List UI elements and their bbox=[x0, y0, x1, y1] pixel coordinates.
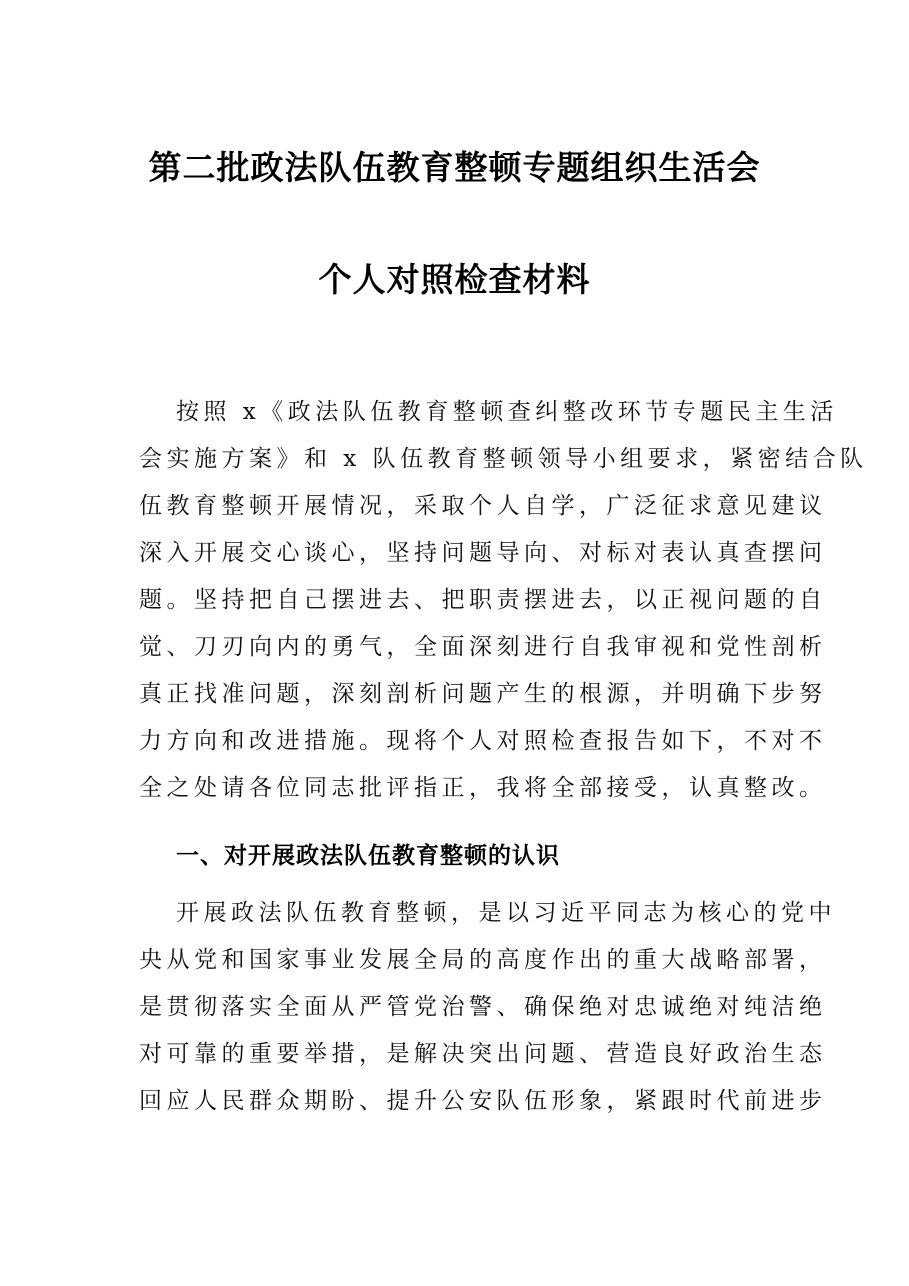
intro-paragraph bbox=[139, 389, 868, 812]
paragraph-line: 觉、刀刃向内的勇气，全面深刻进行自我审视和党性剖析 bbox=[139, 634, 827, 660]
paragraph-line: 按照 x《政法队伍教育整顿查纠整改环节专题民主生活 bbox=[176, 399, 838, 425]
paragraph-line: 是贯彻落实全面从严管党治警、确保绝对忠诚绝对纯洁绝 bbox=[139, 994, 827, 1020]
section-heading: 一、对开展政法队伍教育整顿的认识 bbox=[176, 842, 560, 869]
section-paragraph bbox=[139, 890, 836, 1125]
paragraph-line: 央从党和国家事业发展全局的高度作出的重大战略部署， bbox=[139, 947, 827, 973]
paragraph-line: 全之处请各位同志批评指正，我将全部接受，认真整改。 bbox=[139, 775, 827, 801]
paragraph-line: 真正找准问题，深刻剖析问题产生的根源，并明确下步努 bbox=[139, 681, 827, 707]
paragraph-line: 开展政法队伍教育整顿，是以习近平同志为核心的党中 bbox=[176, 900, 836, 926]
document-title-line-2: 个人对照检查材料 bbox=[318, 260, 591, 299]
paragraph-line: 题。坚持把自己摆进去、把职责摆进去，以正视问题的自 bbox=[139, 587, 827, 613]
paragraph-line: 力方向和改进措施。现将个人对照检查报告如下，不对不 bbox=[139, 728, 827, 754]
paragraph-line: 深入开展交心谈心，坚持问题导向、对标对表认真查摆问 bbox=[139, 540, 827, 566]
paragraph-line: 伍教育整顿开展情况，采取个人自学，广泛征求意见建议 bbox=[139, 493, 827, 519]
paragraph-line: 会实施方案》和 x 队伍教育整顿领导小组要求，紧密结合队 bbox=[139, 446, 868, 472]
paragraph-line: 对可靠的重要举措，是解决突出问题、营造良好政治生态 bbox=[139, 1041, 827, 1067]
document-title-line-1: 第二批政法队伍教育整顿专题组织生活会 bbox=[148, 148, 761, 187]
paragraph-line: 回应人民群众期盼、提升公安队伍形象，紧跟时代前进步 bbox=[139, 1088, 827, 1114]
